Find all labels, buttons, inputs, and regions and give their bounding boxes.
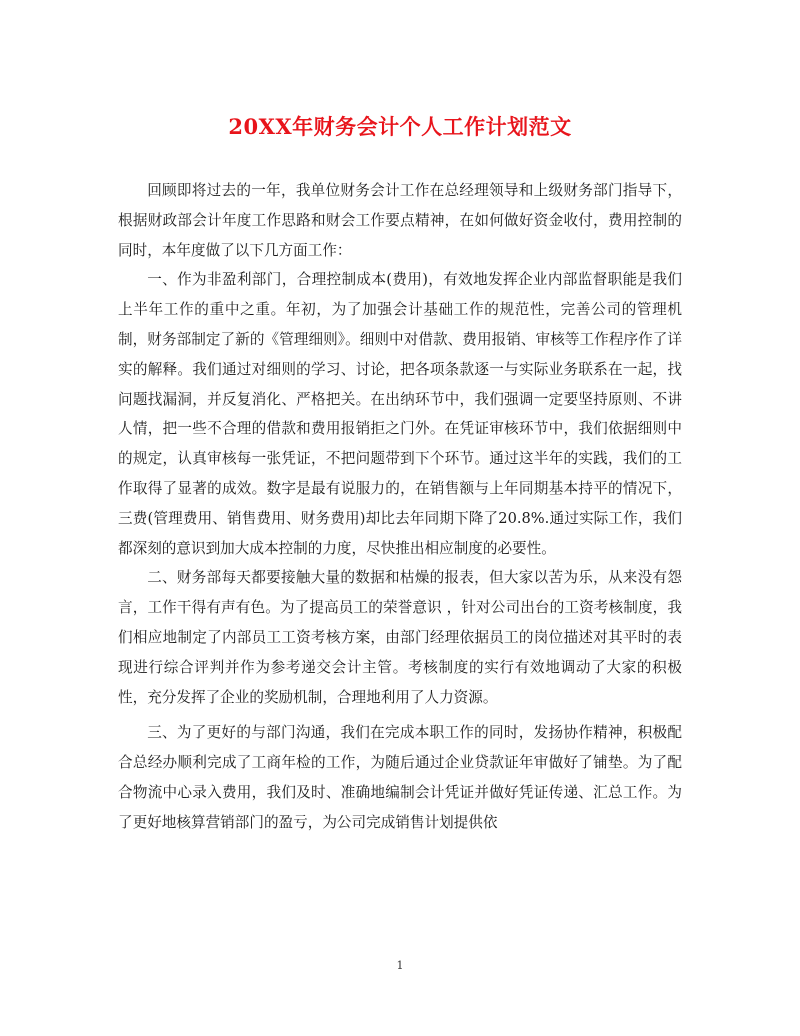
document-title: 20XX年财务会计个人工作计划范文 <box>228 114 572 139</box>
paragraph-intro: 回顾即将过去的一年，我单位财务会计工作在总经理领导和上级财务部门指导下，根据财政部会计年度工作思路和财会工作要点精神，在如何做好资金收付，费用控制的同时，本年度做了以下几方面工作： <box>118 182 682 259</box>
paragraph-section-1: 一、作为非盈利部门，合理控制成本(费用)，有效地发挥企业内部监督职能是我们上半年工作的重中之重。年初，为了加强会计基础工作的规范性，完善公司的管理机制，财务部制定了新的《管理细则》。细则中对借款、费用报销、审核等工作程序作了详实的解释。我们通过对细则的学习、讨论，把各项条款逐一与实际业务联系在一起，找问题找漏洞，并反复消化、严格把关。在出纳环节中，我们强调一定要坚持原则、不讲人情，把一些不合理的借款和费用报销拒之门外。在凭证审核环节中，我们依据细则中的规定，认真审核每一张凭证，不把问题带到下个环节。通过这半年的实践，我们的工作取得了显著的成效。数字是最有说服力的，在销售额与上年同期基本持平的情况下，三费(管理费用、销售费用、财务费用)却比去年同期下降了20.8%.通过实际工作，我们都深刻的意识到加大成本控制的力度，尽快推出相应制度的必要性。 <box>118 271 682 557</box>
paragraph-section-2: 二、财务部每天都要接触大量的数据和枯燥的报表，但大家以苦为乐，从来没有怨言，工作干得有声有色。为了提高员工的荣誉意识 ，针对公司出台的工资考核制度，我们相应地制定了内部员工工资考核方案，由部门经理依据员工的岗位描述对其平时的表现进行综合评判并作为参考递交会计主管。考核制度的实行有效地调动了大家的积极性，充分发挥了企业的奖励机制，合理地利用了人力资源。 <box>118 569 682 706</box>
page-number: 1 <box>396 959 404 972</box>
paragraph-section-3: 三、为了更好的与部门沟通，我们在完成本职工作的同时，发扬协作精神，积极配合总经办顺利完成了工商年检的工作，为随后通过企业贷款证年审做好了铺垫。为了配合物流中心录入费用，我们及时、准确地编制会计凭证并做好凭证传递、汇总工作。为了更好地核算营销部门的盈亏，为公司完成销售计划提供依 <box>118 724 682 831</box>
document-body <box>118 176 682 838</box>
